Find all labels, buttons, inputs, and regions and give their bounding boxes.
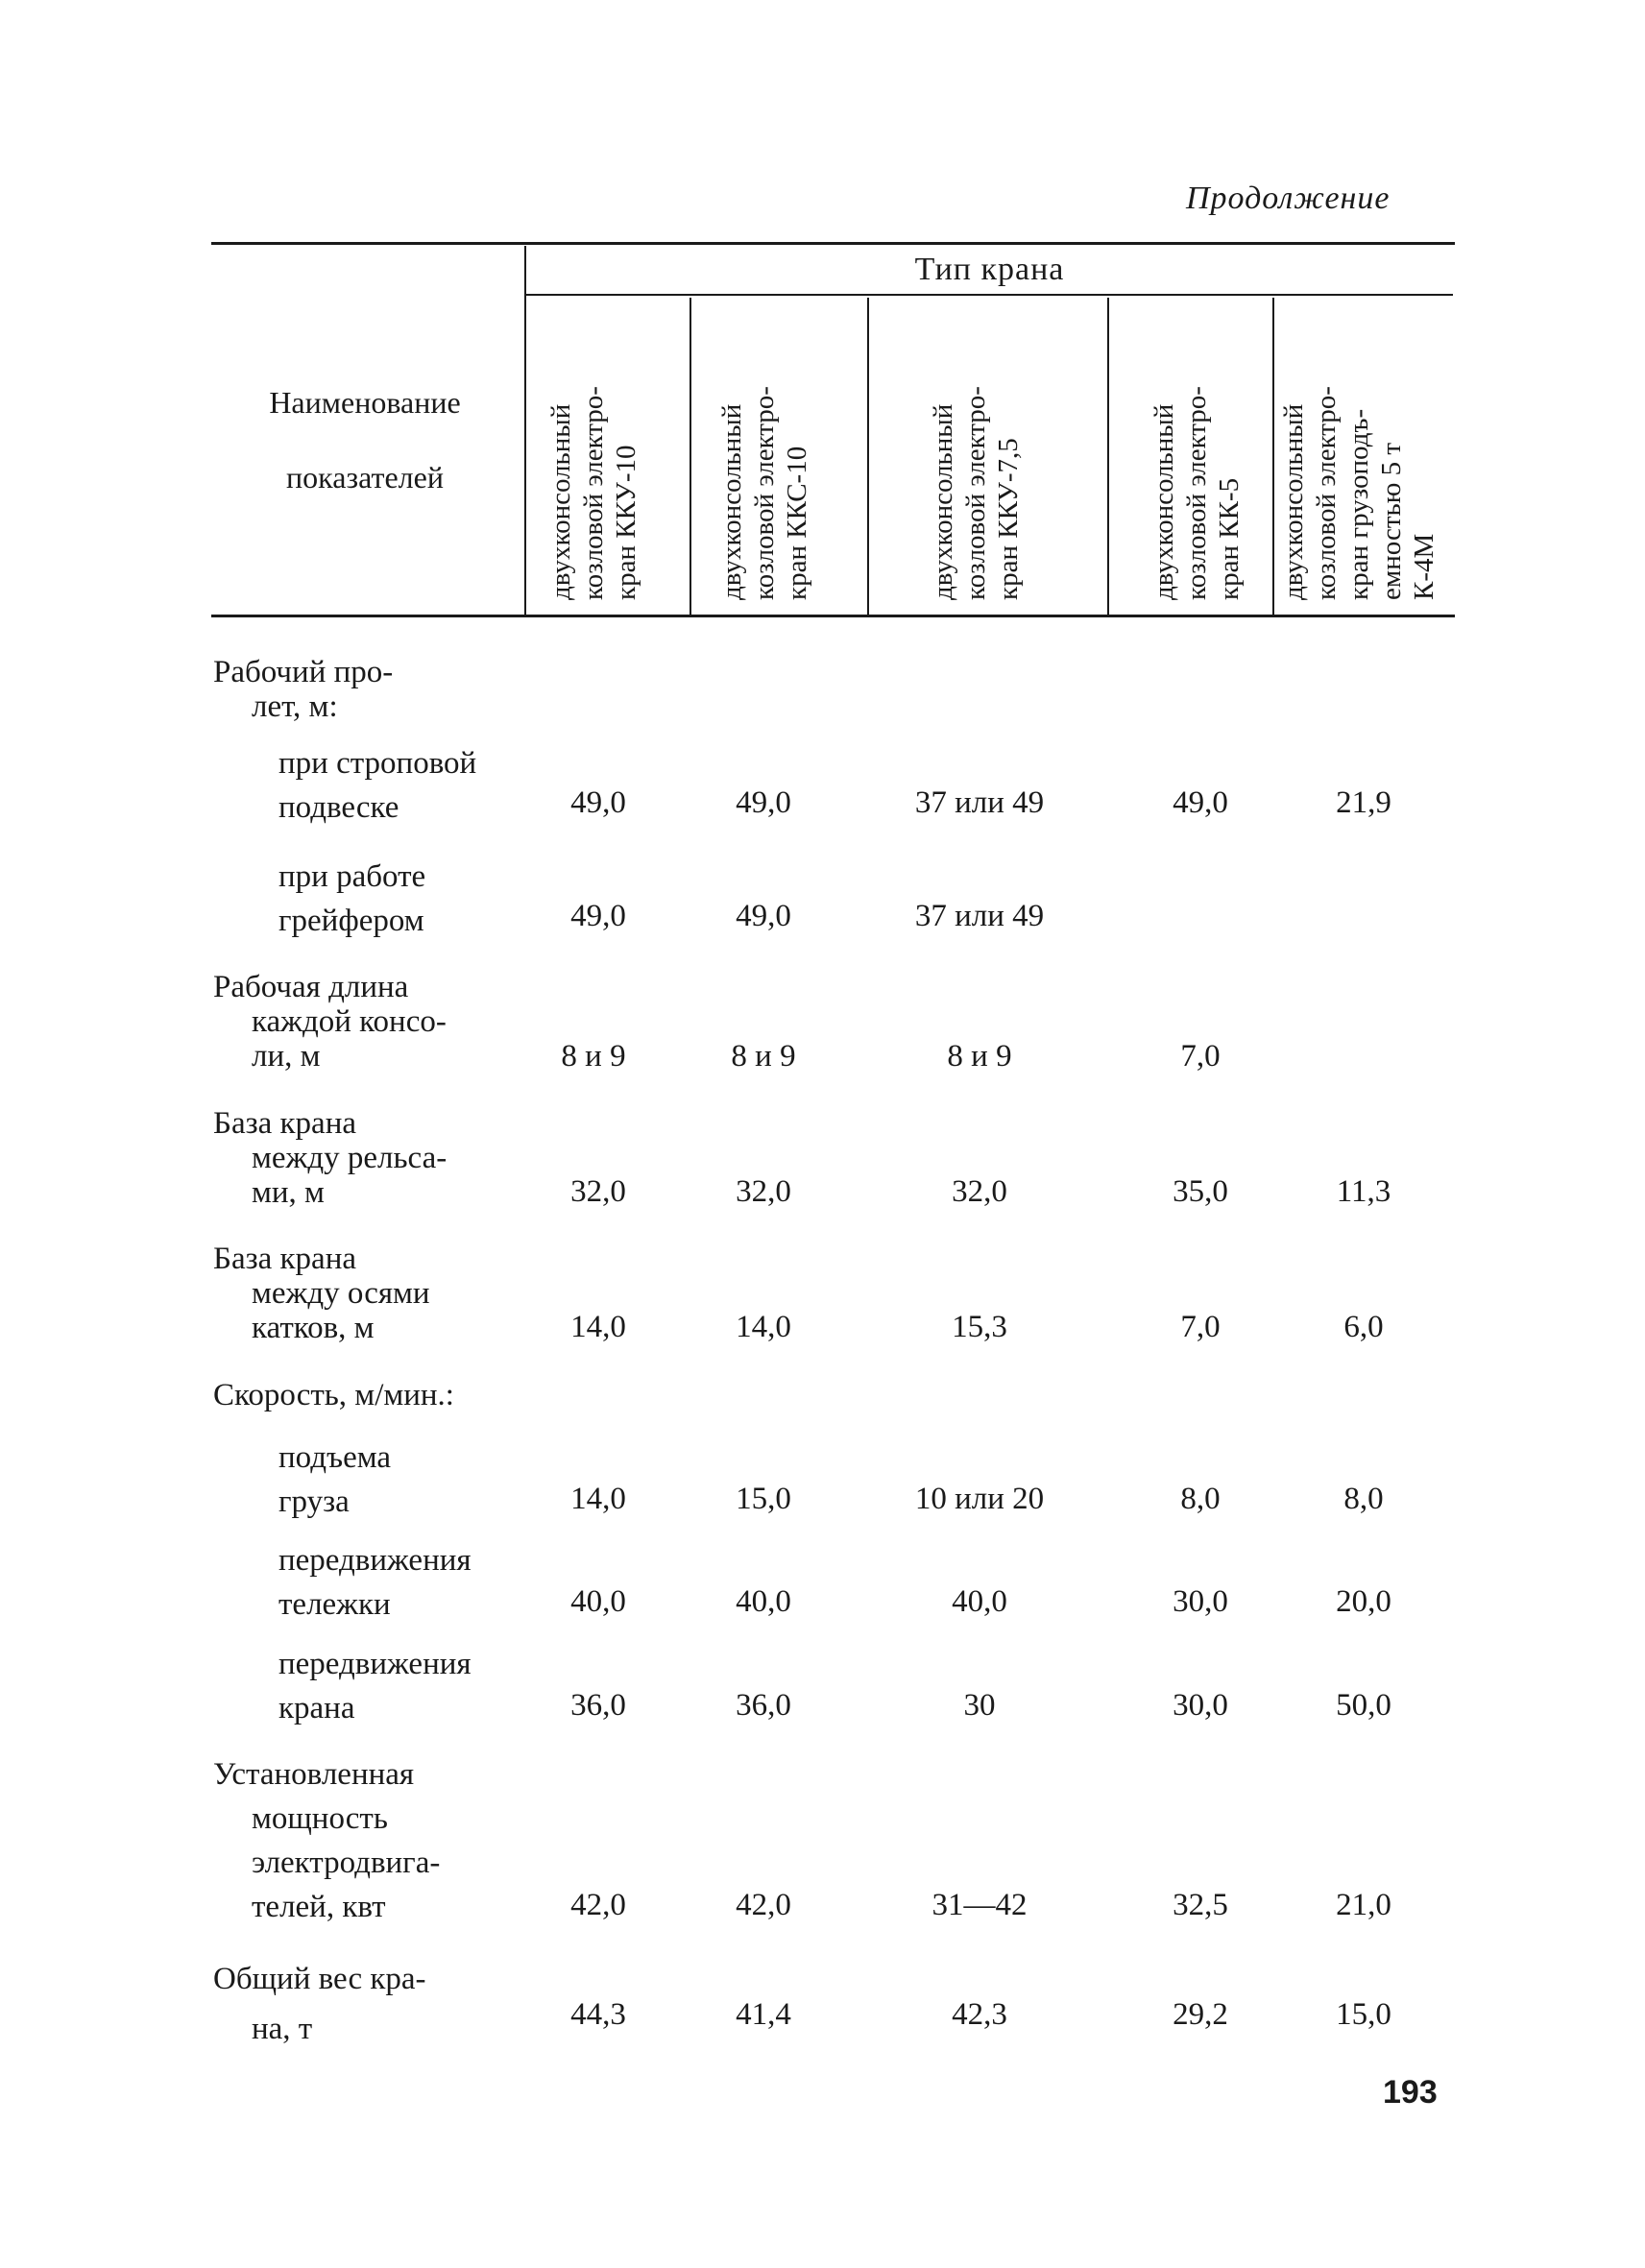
- table-cell: 8 и 9: [561, 1039, 626, 1074]
- row-label-hoisting: [278, 1436, 391, 1524]
- row-label-crane-travel: [278, 1642, 472, 1730]
- table-cell: 20,0: [1336, 1584, 1391, 1619]
- table-cell: 8 и 9: [947, 1039, 1012, 1074]
- table-cell: 32,5: [1173, 1888, 1228, 1922]
- table-cell: 7,0: [1180, 1039, 1221, 1074]
- column-header-line: кран грузоподъ-: [1343, 408, 1374, 600]
- row-label-line: мощность: [252, 1801, 388, 1836]
- table-cell: 8,0: [1180, 1482, 1221, 1516]
- column-header-k-4m: [1277, 312, 1439, 600]
- table-cell: 8 и 9: [731, 1039, 796, 1074]
- row-label-line: при строповой: [278, 746, 477, 781]
- table-cell: 30,0: [1173, 1584, 1228, 1619]
- table-cell: 6,0: [1343, 1310, 1384, 1344]
- row-label-line: Рабочий про-: [213, 655, 394, 689]
- table-cell: 15,0: [736, 1482, 791, 1516]
- row-label-line: подвеске: [278, 790, 399, 825]
- column-divider: [689, 298, 691, 615]
- table-cell: 36,0: [736, 1688, 791, 1723]
- table-cell: 10 или 20: [914, 1482, 1045, 1516]
- row-label-line: электродвига-: [252, 1846, 441, 1880]
- table-cell: 35,0: [1173, 1174, 1228, 1209]
- row-label-installed-power: [213, 1752, 440, 1929]
- row-label-line: телей, квт: [252, 1890, 386, 1924]
- table-cell: 32,0: [736, 1174, 791, 1209]
- row-label-speed: [213, 1378, 454, 1412]
- parameter-header-line: показателей: [286, 460, 444, 495]
- column-header-line: двухконсольный: [1278, 403, 1309, 600]
- row-label-rail-base: [213, 1106, 447, 1210]
- row-label-trolley-travel: [278, 1538, 472, 1627]
- table-cell: 49,0: [736, 899, 791, 933]
- row-label-line: подъема: [278, 1440, 392, 1475]
- table-cell: 42,0: [570, 1888, 626, 1922]
- column-header-line: кран ККУ-7,5: [993, 438, 1024, 600]
- row-label-line: между осями: [252, 1276, 430, 1311]
- table-cell: 21,0: [1336, 1888, 1391, 1922]
- row-label-console-length: [213, 970, 447, 1074]
- table-cell: 42,0: [736, 1888, 791, 1922]
- table-cell: 49,0: [570, 899, 626, 933]
- row-label-sling-suspension: [278, 741, 476, 830]
- header-bottom-rule: [211, 615, 1455, 617]
- row-label-line: лет, м:: [252, 689, 338, 724]
- column-header-line: козловой электро-: [749, 386, 780, 600]
- table-cell: 14,0: [570, 1482, 626, 1516]
- table-cell: 49,0: [570, 785, 626, 820]
- type-header-rule: [526, 294, 1453, 296]
- column-header-line: козловой электро-: [1181, 386, 1212, 600]
- table-cell: 15,3: [952, 1310, 1007, 1344]
- table-cell: 40,0: [736, 1584, 791, 1619]
- row-label-line: передвижения: [278, 1543, 472, 1578]
- column-header-line: кран КК-5: [1214, 477, 1245, 600]
- table-cell: 32,0: [570, 1174, 626, 1209]
- row-label-wheel-base: [213, 1242, 430, 1345]
- row-label-line: передвижения: [278, 1647, 472, 1681]
- crane-type-header: Тип крана: [914, 252, 1065, 287]
- table-cell: 29,2: [1173, 1997, 1228, 2032]
- table-cell: 50,0: [1336, 1688, 1391, 1723]
- table-cell: 49,0: [1173, 785, 1228, 820]
- column-divider: [1272, 298, 1274, 615]
- column-header-line: козловой электро-: [960, 386, 991, 600]
- table-cell: 41,4: [736, 1997, 791, 2032]
- row-label-line: Рабочая длина: [213, 970, 409, 1004]
- table-cell: 40,0: [570, 1584, 626, 1619]
- column-header-line: кран ККУ-10: [611, 445, 641, 600]
- table-cell: 14,0: [570, 1310, 626, 1344]
- table-cell: 37 или 49: [914, 785, 1045, 820]
- table-cell: 7,0: [1180, 1310, 1221, 1344]
- column-header-line: кран ККС-10: [782, 446, 812, 600]
- column-header-line: емностью 5 т: [1376, 442, 1407, 600]
- table-cell: 31—42: [931, 1888, 1028, 1922]
- column-header-line: К-4М: [1409, 533, 1439, 600]
- row-label-line: тележки: [278, 1587, 391, 1622]
- table-cell: 30,0: [1173, 1688, 1228, 1723]
- row-label-grab-operation: [278, 855, 425, 943]
- row-label-line: Общий вес кра-: [213, 1962, 426, 1996]
- row-label-line: ми, м: [252, 1175, 325, 1210]
- row-label-total-weight: [213, 1954, 426, 2054]
- row-label-working-span: [213, 655, 393, 724]
- table-cell: 30: [963, 1688, 996, 1723]
- column-header-kku-7-5: [927, 312, 1052, 600]
- table-cell: 8,0: [1343, 1482, 1384, 1516]
- row-label-line: при работе: [278, 859, 426, 894]
- table-cell: 11,3: [1336, 1174, 1391, 1209]
- column-header-kku-10: [544, 312, 669, 600]
- row-label-line: Скорость, м/мин.:: [213, 1378, 454, 1412]
- table-cell: 44,3: [570, 1997, 626, 2032]
- table-cell: 37 или 49: [914, 899, 1045, 933]
- page-number: 193: [1383, 2074, 1438, 2111]
- row-label-line: грейфером: [278, 904, 424, 938]
- row-label-line: груза: [278, 1484, 350, 1519]
- parameter-header-line: Наименование: [269, 385, 461, 420]
- continuation-label: Продолжение: [1186, 181, 1391, 216]
- column-header-line: двухконсольный: [545, 403, 576, 600]
- table-cell: 36,0: [570, 1688, 626, 1723]
- row-label-line: ли, м: [252, 1039, 321, 1074]
- table-cell: 21,9: [1336, 785, 1391, 820]
- table-cell: 32,0: [952, 1174, 1007, 1209]
- table-top-rule: [211, 242, 1455, 245]
- column-header-line: двухконсольный: [1149, 403, 1179, 600]
- column-header-kks-10: [715, 312, 840, 600]
- row-label-line: на, т: [252, 2012, 313, 2046]
- column-header-line: двухконсольный: [716, 403, 747, 600]
- column-divider: [867, 298, 869, 615]
- row-label-line: Установленная: [213, 1757, 415, 1792]
- table-cell: 49,0: [736, 785, 791, 820]
- column-divider: [524, 246, 526, 615]
- table-cell: 40,0: [952, 1584, 1007, 1619]
- row-label-line: База крана: [213, 1106, 357, 1141]
- column-header-line: двухконсольный: [928, 403, 958, 600]
- table-cell: 15,0: [1336, 1997, 1391, 2032]
- column-divider: [1107, 298, 1109, 615]
- row-label-line: База крана: [213, 1242, 357, 1276]
- column-header-line: козловой электро-: [1311, 386, 1342, 600]
- row-label-line: крана: [278, 1691, 355, 1725]
- table-cell: 42,3: [952, 1997, 1007, 2032]
- row-label-line: между рельса-: [252, 1141, 448, 1175]
- row-label-line: катков, м: [252, 1311, 375, 1345]
- table-cell: 14,0: [736, 1310, 791, 1344]
- column-header-line: козловой электро-: [578, 386, 609, 600]
- parameter-header: [216, 365, 514, 515]
- column-header-kk-5: [1148, 312, 1272, 600]
- row-label-line: каждой консо-: [252, 1004, 447, 1039]
